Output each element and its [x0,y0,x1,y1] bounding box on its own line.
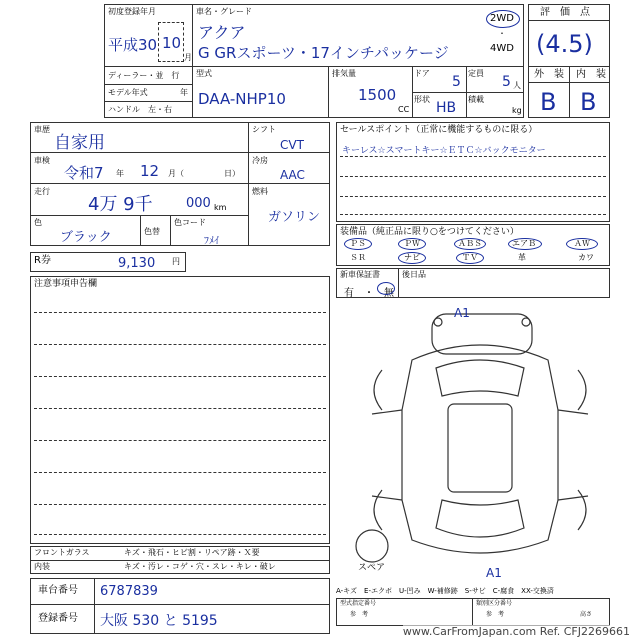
score-hline-1 [528,20,610,21]
equip-leather: 革 [518,253,526,262]
sales-text: キーレス☆スマートキー☆ＥＴＣ☆バックモニター [342,146,546,156]
shift-hline-1 [248,152,330,153]
notes-line-2 [34,344,326,345]
doors-label: ドア [414,69,430,78]
color-change-label: 色替 [144,227,160,236]
header-hline-4 [104,101,192,102]
model-year-label: モデル年式 [108,88,148,97]
yen-unit: 円 [172,257,180,266]
header-divider-1 [192,4,193,118]
watermark: www.CarFromJapan.com Ref. CFJ2269661 [402,625,630,638]
damage-mark-rear: A1 [486,566,502,580]
equip-airb: エアＢ [512,239,536,248]
sales-block [336,122,610,222]
notes-line-8 [34,534,326,535]
history-hline-2 [30,183,248,184]
mileage: 4万 9千 [88,194,153,215]
spare-label: スペア [358,563,386,573]
equip-abs: ＡＢＳ [458,239,482,248]
equip-ps: ＰＳ [350,239,366,248]
displacement-label: 排気量 [332,69,356,78]
inspect-month: 12 [140,162,160,180]
inspect-month-unit: 月（ [168,169,184,178]
stamp-ref-1: 参 考 [350,611,369,618]
reg-month-unit: 月 [184,53,192,62]
sales-line-4 [340,214,606,215]
capacity: 5 [502,74,511,90]
sales-line-2 [340,176,606,177]
reg-era: 平成30 [108,36,158,54]
equip-tv: ＴＶ [462,253,478,262]
stamp-vline [472,598,473,626]
header-divider-2 [328,66,329,118]
interior-grade: B [580,88,597,116]
model-code: DAA-NHP10 [198,90,286,108]
color: ブラック [60,230,112,245]
plate-label: 登録番号 [38,613,78,624]
equipment-label: 装備品（純正品に限り○をつけてください） [340,227,519,237]
exterior-grade: B [540,88,557,116]
grade: G GRスポーツ・17インチパッケージ [198,44,449,62]
notes-line-4 [34,408,326,409]
ac-label: 冷房 [252,156,268,165]
drive-2wd: 2WD [490,13,514,24]
front-right-bolt [522,318,530,326]
frame-number: 6787839 [100,584,158,599]
shift-label: シフト [252,125,276,134]
notes-line-5 [34,440,326,441]
use: 自家用 [54,133,105,153]
header-hline-1 [104,66,524,67]
car-body-outline [402,345,558,553]
color-code: ﾌﾒｲ [204,236,219,247]
stamp-ref-2: 参 考 [486,611,505,618]
inspect-era: 令和7 [64,164,104,182]
shape-label: 形状 [414,95,430,104]
car-diagram [352,300,608,584]
score-value: (4.5) [536,30,593,58]
recycle-label: R券 [34,255,51,266]
ids-hline [30,604,330,605]
stamp-block [336,598,610,626]
inspect-label: 車検 [34,156,50,165]
equip-sr: ＳＲ [350,253,366,262]
reg-month: 10 [162,34,182,52]
score-label: 評 価 点 [540,7,590,18]
kg-unit: kg [512,106,522,115]
color-vline-2 [170,215,171,246]
capacity-unit: 人 [513,81,521,90]
right-side-line [558,410,588,414]
left-wheel-front [374,370,382,410]
fuel-label: 燃料 [252,187,268,196]
handle-label: ハンドル 左・右 [108,105,172,114]
use-label: 車歴 [34,125,50,134]
reg-date-label: 初度登録年月 [108,7,156,16]
car-name-label: 車名・グレード [196,7,252,16]
spare-tire [356,530,388,562]
glass-value: キズ・飛石・ヒビ割・リペア跡・Ｘ要 [124,548,260,557]
interior-cond-label: 内装 [34,562,50,571]
recycle: 9,130 [118,256,156,271]
drive-4wd: 4WD [490,43,514,54]
history-vline [248,122,249,246]
front-left-bolt [434,318,442,326]
damage-legend: A-キズ E-エクボ U-凹み W-補修跡 S-サビ C-腐食 XX-交換済 [336,587,554,595]
stamp-type-label: 型式指定番号 [340,600,377,607]
notes-line-3 [34,376,326,377]
glass-hline [30,560,330,561]
windshield [436,360,524,396]
inspect-day-unit: 日） [224,169,240,178]
warranty-new-value: 有 ・ 無 [344,288,394,299]
interior-cond-value: キズ・汚レ・コゲ・穴・スレ・キレ・破レ [124,562,276,571]
displacement: 1500 [358,86,397,104]
stamp-head: 高さ [580,611,593,618]
notes-label: 注意事項申告欄 [34,279,98,289]
warranty-manual-label: 後日品 [402,270,426,279]
header-hline-2 [412,92,524,93]
right-wheel-front [578,370,586,410]
interior-label: 内 装 [576,69,606,80]
stamp-cat-label: 類別区分番号 [476,600,513,607]
plate-number: 大阪 530 と 5195 [100,613,218,629]
sales-line-3 [340,196,606,197]
sales-line-1 [340,156,606,157]
ac: AAC [280,168,305,182]
cc-unit: CC [398,105,410,114]
exterior-label: 外 装 [534,69,564,80]
km-unit: km [214,203,227,212]
drive-dot: ・ [498,29,506,38]
shape: HB [436,100,457,116]
dealer-label: ディーラー・並 行 [108,71,180,80]
shift: CVT [280,138,304,152]
equip-navi: ナビ [404,253,420,262]
shift-hline-2 [248,183,330,184]
mileage-tail: 000 [186,196,211,211]
warranty-none-circle [377,282,395,295]
mileage-label: 走行 [34,187,50,196]
score-vline [569,66,570,118]
recycle-block [30,252,186,272]
left-side-line [372,410,402,414]
fuel: ガソリン [268,210,321,225]
model-year-unit: 年 [180,88,188,97]
equip-pw: ＰＷ [404,239,420,248]
doors: 5 [452,74,461,90]
color-label: 色 [34,218,42,227]
inspect-year-unit: 年 [116,169,124,178]
warranty-vline [398,268,399,298]
equip-kawa: カワ [578,253,594,262]
car-name: アクア [198,23,246,42]
color-vline-1 [140,215,141,246]
load-label: 積載 [468,95,484,104]
ids-vline [94,578,95,634]
equip-aw: ＡＷ [574,239,590,248]
rear-window [436,500,524,537]
notes-line-7 [34,504,326,505]
frame-label: 車台番号 [38,585,78,596]
notes-line-1 [34,312,326,313]
warranty-new-label: 新車保証書 [340,270,380,279]
type-label: 型式 [196,69,212,78]
damage-mark-front: A1 [454,306,470,320]
glass-label: フロントガラス [34,548,90,557]
sales-label: セールスポイント（正常に機能するものに限る） [340,125,538,135]
color-code-label: 色コード [174,218,206,227]
cabin-roof [448,404,512,492]
header-hline-3 [104,84,192,85]
notes-line-6 [34,472,326,473]
capacity-label: 定員 [468,69,484,78]
